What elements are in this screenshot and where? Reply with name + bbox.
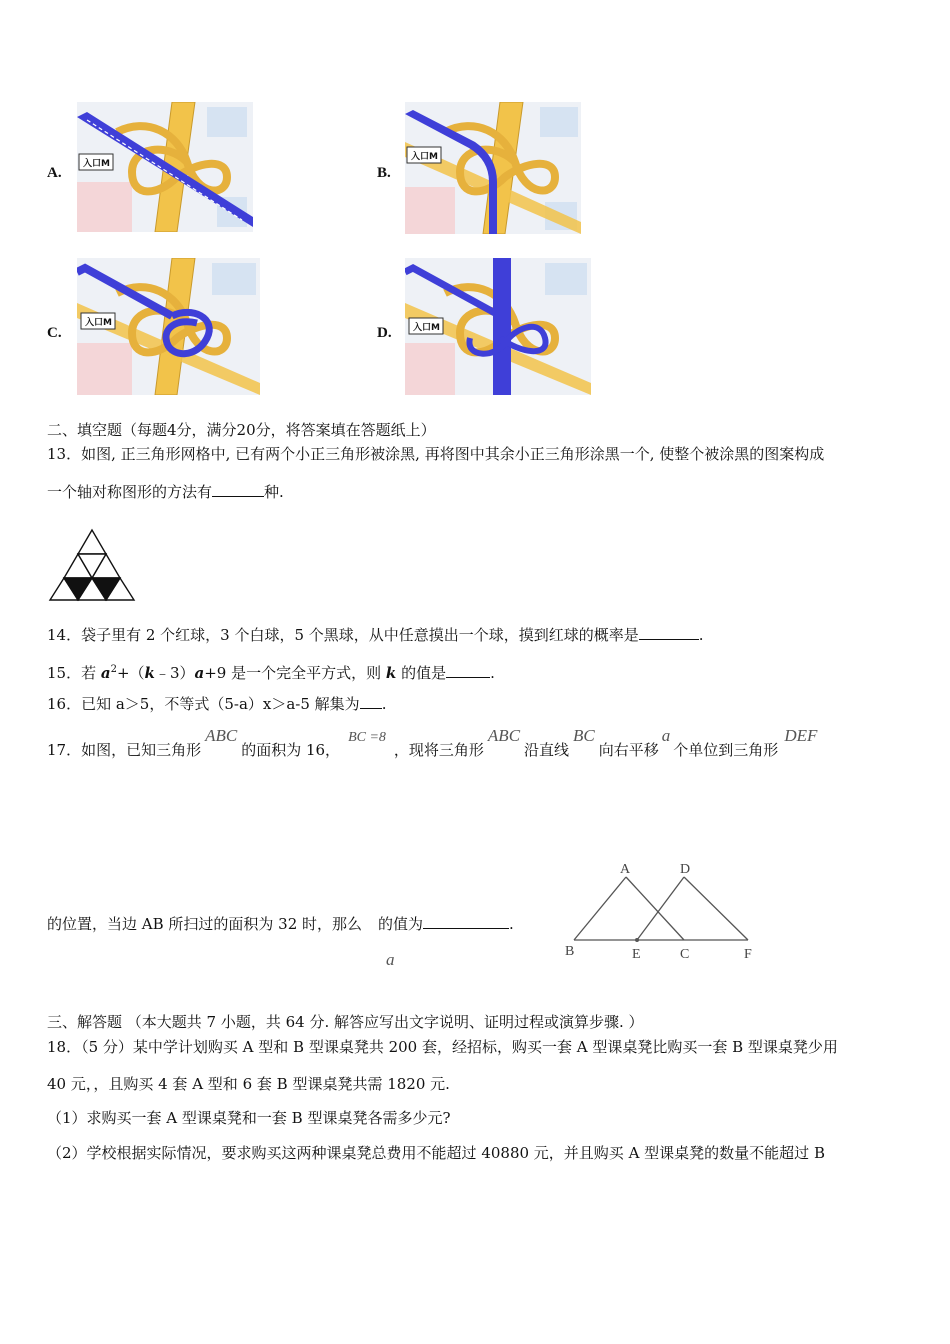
q17-line2 [47,914,514,934]
option-d-map[interactable] [405,258,591,395]
q17-blank[interactable] [423,914,509,929]
q17-math-abc2: ABC [487,726,521,745]
q15-blank[interactable] [446,663,490,678]
q17-math-bc8: BC =8 [348,730,386,745]
q15-var-a2: a [194,664,205,682]
q15-text-2: +（ [116,664,145,682]
q17-line1 [47,726,818,762]
q18-sub1: （1）求购买一套 A 型课桌凳和一套 B 型课桌凳各需多少元? [47,1109,451,1127]
section2-heading: 二、填空题（每题4分，满分20分，将答案填在答题纸上） [47,421,436,439]
q18-sub2: （2）学校根据实际情况，要求购买这两种课桌凳总费用不能超过 40880 元，并且购买 A 型课桌凳的数量不能超过 B [47,1144,825,1162]
q13-blank[interactable] [212,482,264,497]
q15 [47,660,495,683]
option-b-entry-label: 入口M [411,152,438,162]
q17-period: . [509,915,514,933]
q16-text: 16．已知 a＞5，不等式（5-a）x＞a-5 解集为 [47,695,360,713]
q13-text-end: 种. [264,483,284,501]
q17-math-a: a [661,726,671,745]
option-c-label: C. [47,325,62,341]
q14-text: 14．袋子里有 2 个红球，3 个白球，5 个黑球，从中任意摸出一个球，摸到红球的概率是 [47,626,639,644]
fig-label-e: E [632,947,641,962]
q15-var-a: a [100,664,111,682]
q18-line2: 40 元，，且购买 4 套 A 型和 6 套 B 型课桌凳共需 1820 元. [47,1075,450,1093]
translation-figure [560,855,760,965]
option-c-entry-label: 入口M [85,318,112,328]
q15-period: . [490,664,495,682]
q17-text-6: 个单位到三角形 [673,741,779,759]
q15-var-k2: k [385,664,397,682]
q14-blank[interactable] [639,625,699,640]
q15-exponent: 2 [110,664,117,675]
q17-text-5: 向右平移 [598,741,659,759]
fig-label-c: C [680,947,690,962]
fig-label-a: A [620,862,631,877]
fig-label-d: D [680,862,691,877]
q13-text: 一个轴对称图形的方法有 [47,483,213,501]
q17-math-abc: ABC [205,726,238,745]
option-a-entry-label: 入口M [83,159,110,169]
q17-math-def: DEF [784,726,818,745]
q13-line1: 13．如图, 正三角形网格中, 已有两个小正三角形被涂黑, 再将图中其余小正三角形涂黑一个, 使整个被涂黑的图案构成 [47,445,825,463]
q17-text-3: ，现将三角形 [393,741,484,759]
q16 [47,694,386,714]
q17-text-2: 的面积为 16， [241,741,341,759]
option-b-label: B. [377,165,391,181]
q15-var-k: k [144,664,155,682]
q13-line2 [47,482,284,502]
q14-period: . [698,626,704,644]
q17-math-bc: BC [573,726,595,745]
q17-text-8: 的值为 [378,915,424,933]
option-a-label: A. [47,165,62,181]
option-b-map[interactable] [405,102,581,234]
fig-label-f: F [744,947,752,962]
q15-text-3: ﹣3） [154,664,195,682]
q16-blank[interactable] [360,694,382,709]
q17-text-4: 沿直线 [524,741,570,759]
q15-text-4: +9 是一个完全平方式，则 [204,664,386,682]
q18-line1: 18．（5 分）某中学计划购买 A 型和 B 型课桌凳共 200 套，经招标，购买一套 A 型课桌凳比购买一套 B 型课桌凳少用 [47,1038,838,1056]
option-a-map[interactable] [77,102,253,232]
option-d-label: D. [377,325,392,341]
section3-heading: 三、解答题 （本大题共 7 小题，共 64 分. 解答应写出文字说明、证明过程或演算步骤. ） [47,1013,644,1031]
q17-text-1: 17．如图，已知三角形 [47,741,202,759]
fig-label-b: B [565,944,575,959]
q17-text-7: 的位置，当边 AB 所扫过的面积为 32 时，那么 [47,915,363,933]
option-c-map[interactable] [77,258,260,395]
q17-math-a-below: a [386,950,395,969]
triangle-grid-figure [45,512,139,604]
q15-text-5: 的值是 [396,664,447,682]
q15-text-1: 15．若 [47,664,101,682]
q14 [47,625,704,645]
q16-period: . [381,695,387,713]
option-d-entry-label: 入口M [413,323,440,333]
